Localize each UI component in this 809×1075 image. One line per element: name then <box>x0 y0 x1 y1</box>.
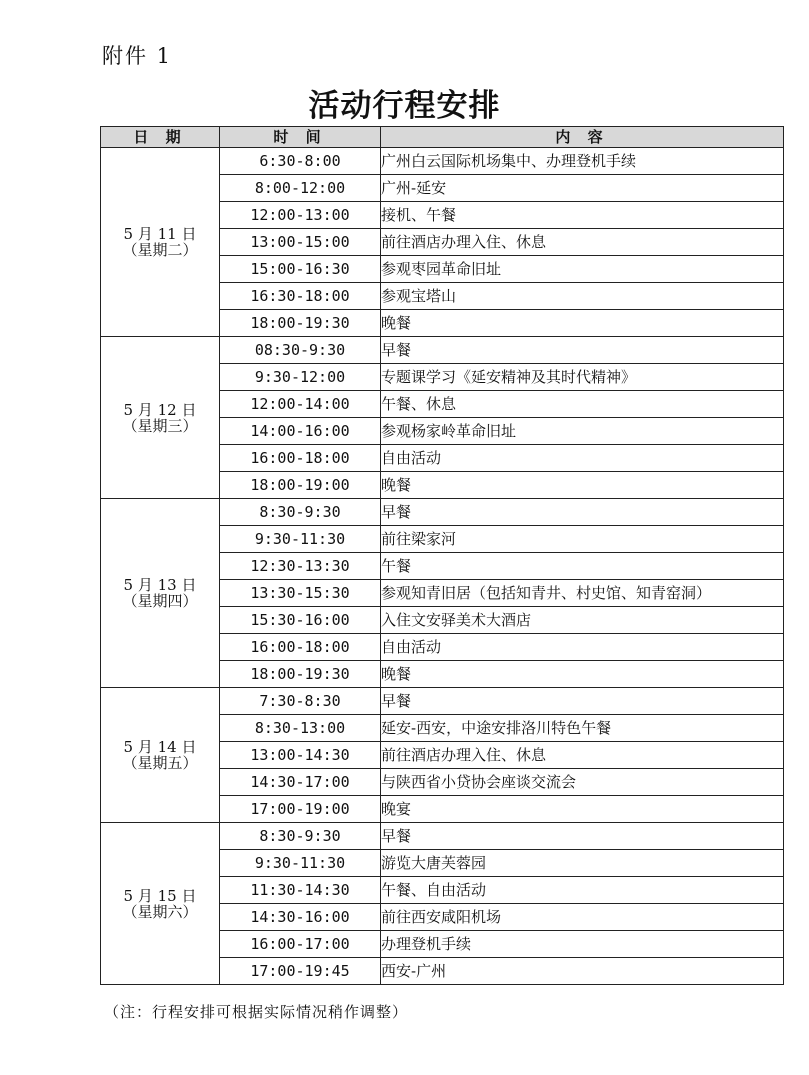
time-cell: 9:30-11:30 <box>220 850 381 877</box>
content-cell: 晚餐 <box>381 310 784 337</box>
header-content: 内 容 <box>381 127 784 148</box>
day-date-cell <box>101 823 220 985</box>
content-cell: 前往西安咸阳机场 <box>381 904 784 931</box>
content-cell: 西安-广州 <box>381 958 784 985</box>
time-cell: 6:30-8:00 <box>220 148 381 175</box>
table-row <box>101 148 784 175</box>
time-cell: 8:30-9:30 <box>220 823 381 850</box>
day-date: 5 月 11 日 <box>123 225 197 243</box>
time-cell: 8:30-13:00 <box>220 715 381 742</box>
day-date: 5 月 13 日 <box>123 576 197 594</box>
table-header-row <box>101 127 784 148</box>
content-cell: 早餐 <box>381 688 784 715</box>
time-cell: 12:30-13:30 <box>220 553 381 580</box>
day-weekday: （星期二） <box>122 241 198 259</box>
day-weekday: （星期三） <box>122 416 198 435</box>
content-cell: 入住文安驿美术大酒店 <box>381 607 784 634</box>
content-cell: 专题课学习《延安精神及其时代精神》 <box>381 364 784 391</box>
time-cell: 16:00-17:00 <box>220 931 381 958</box>
time-cell: 16:00-18:00 <box>220 445 381 472</box>
time-cell: 13:00-15:00 <box>220 229 381 256</box>
day-date-cell <box>101 688 220 823</box>
content-cell: 自由活动 <box>381 634 784 661</box>
time-cell: 14:00-16:00 <box>220 418 381 445</box>
time-cell: 12:00-13:00 <box>220 202 381 229</box>
content-cell: 广州-延安 <box>381 175 784 202</box>
content-cell: 参观枣园革命旧址 <box>381 256 784 283</box>
time-cell: 9:30-12:00 <box>220 364 381 391</box>
time-cell: 8:00-12:00 <box>220 175 381 202</box>
day-weekday: （星期六） <box>122 902 198 921</box>
content-cell: 办理登机手续 <box>381 931 784 958</box>
schedule-body <box>101 148 784 985</box>
time-cell: 15:30-16:00 <box>220 607 381 634</box>
time-cell: 7:30-8:30 <box>220 688 381 715</box>
time-cell: 16:30-18:00 <box>220 283 381 310</box>
footnote: （注：行程安排可根据实际情况稍作调整） <box>104 1003 409 1021</box>
day-weekday: （星期四） <box>122 592 198 610</box>
content-cell: 游览大唐芙蓉园 <box>381 850 784 877</box>
table-row <box>101 499 784 526</box>
time-cell: 9:30-11:30 <box>220 526 381 553</box>
time-cell: 18:00-19:30 <box>220 310 381 337</box>
header-date: 日 期 <box>101 127 220 148</box>
day-date-cell <box>101 337 220 499</box>
content-cell: 前往梁家河 <box>381 526 784 553</box>
content-cell: 参观杨家岭革命旧址 <box>381 418 784 445</box>
day-date-cell <box>101 499 220 688</box>
time-cell: 13:30-15:30 <box>220 580 381 607</box>
content-cell: 延安-西安，中途安排洛川特色午餐 <box>381 715 784 742</box>
table-row <box>101 337 784 364</box>
content-cell: 前往酒店办理入住、休息 <box>381 742 784 769</box>
time-cell: 16:00-18:00 <box>220 634 381 661</box>
time-cell: 08:30-9:30 <box>220 337 381 364</box>
day-date: 5 月 12 日 <box>123 400 197 419</box>
day-date: 5 月 15 日 <box>123 886 197 905</box>
content-cell: 晚餐 <box>381 472 784 499</box>
content-cell: 参观知青旧居（包括知青井、村史馆、知青窑洞） <box>381 580 784 607</box>
time-cell: 18:00-19:00 <box>220 472 381 499</box>
content-cell: 接机、午餐 <box>381 202 784 229</box>
attachment-label: 附件 1 <box>102 44 173 68</box>
time-cell: 8:30-9:30 <box>220 499 381 526</box>
time-cell: 14:30-16:00 <box>220 904 381 931</box>
day-weekday: （星期五） <box>122 754 198 772</box>
table-row <box>101 688 784 715</box>
content-cell: 广州白云国际机场集中、办理登机手续 <box>381 148 784 175</box>
content-cell: 午餐、休息 <box>381 391 784 418</box>
content-cell: 晚餐 <box>381 661 784 688</box>
document-title: 活动行程安排 <box>308 88 501 124</box>
day-date: 5 月 14 日 <box>123 738 197 756</box>
time-cell: 13:00-14:30 <box>220 742 381 769</box>
day-date-cell <box>101 148 220 337</box>
header-time: 时 间 <box>220 127 381 148</box>
content-cell: 与陕西省小贷协会座谈交流会 <box>381 769 784 796</box>
time-cell: 14:30-17:00 <box>220 769 381 796</box>
content-cell: 早餐 <box>381 823 784 850</box>
content-cell: 午餐、自由活动 <box>381 877 784 904</box>
schedule-table <box>100 126 784 985</box>
content-cell: 前往酒店办理入住、休息 <box>381 229 784 256</box>
time-cell: 15:00-16:30 <box>220 256 381 283</box>
time-cell: 17:00-19:45 <box>220 958 381 985</box>
time-cell: 17:00-19:00 <box>220 796 381 823</box>
content-cell: 晚宴 <box>381 796 784 823</box>
content-cell: 早餐 <box>381 337 784 364</box>
time-cell: 11:30-14:30 <box>220 877 381 904</box>
content-cell: 参观宝塔山 <box>381 283 784 310</box>
content-cell: 自由活动 <box>381 445 784 472</box>
content-cell: 午餐 <box>381 553 784 580</box>
time-cell: 18:00-19:30 <box>220 661 381 688</box>
content-cell: 早餐 <box>381 499 784 526</box>
table-row <box>101 823 784 850</box>
time-cell: 12:00-14:00 <box>220 391 381 418</box>
